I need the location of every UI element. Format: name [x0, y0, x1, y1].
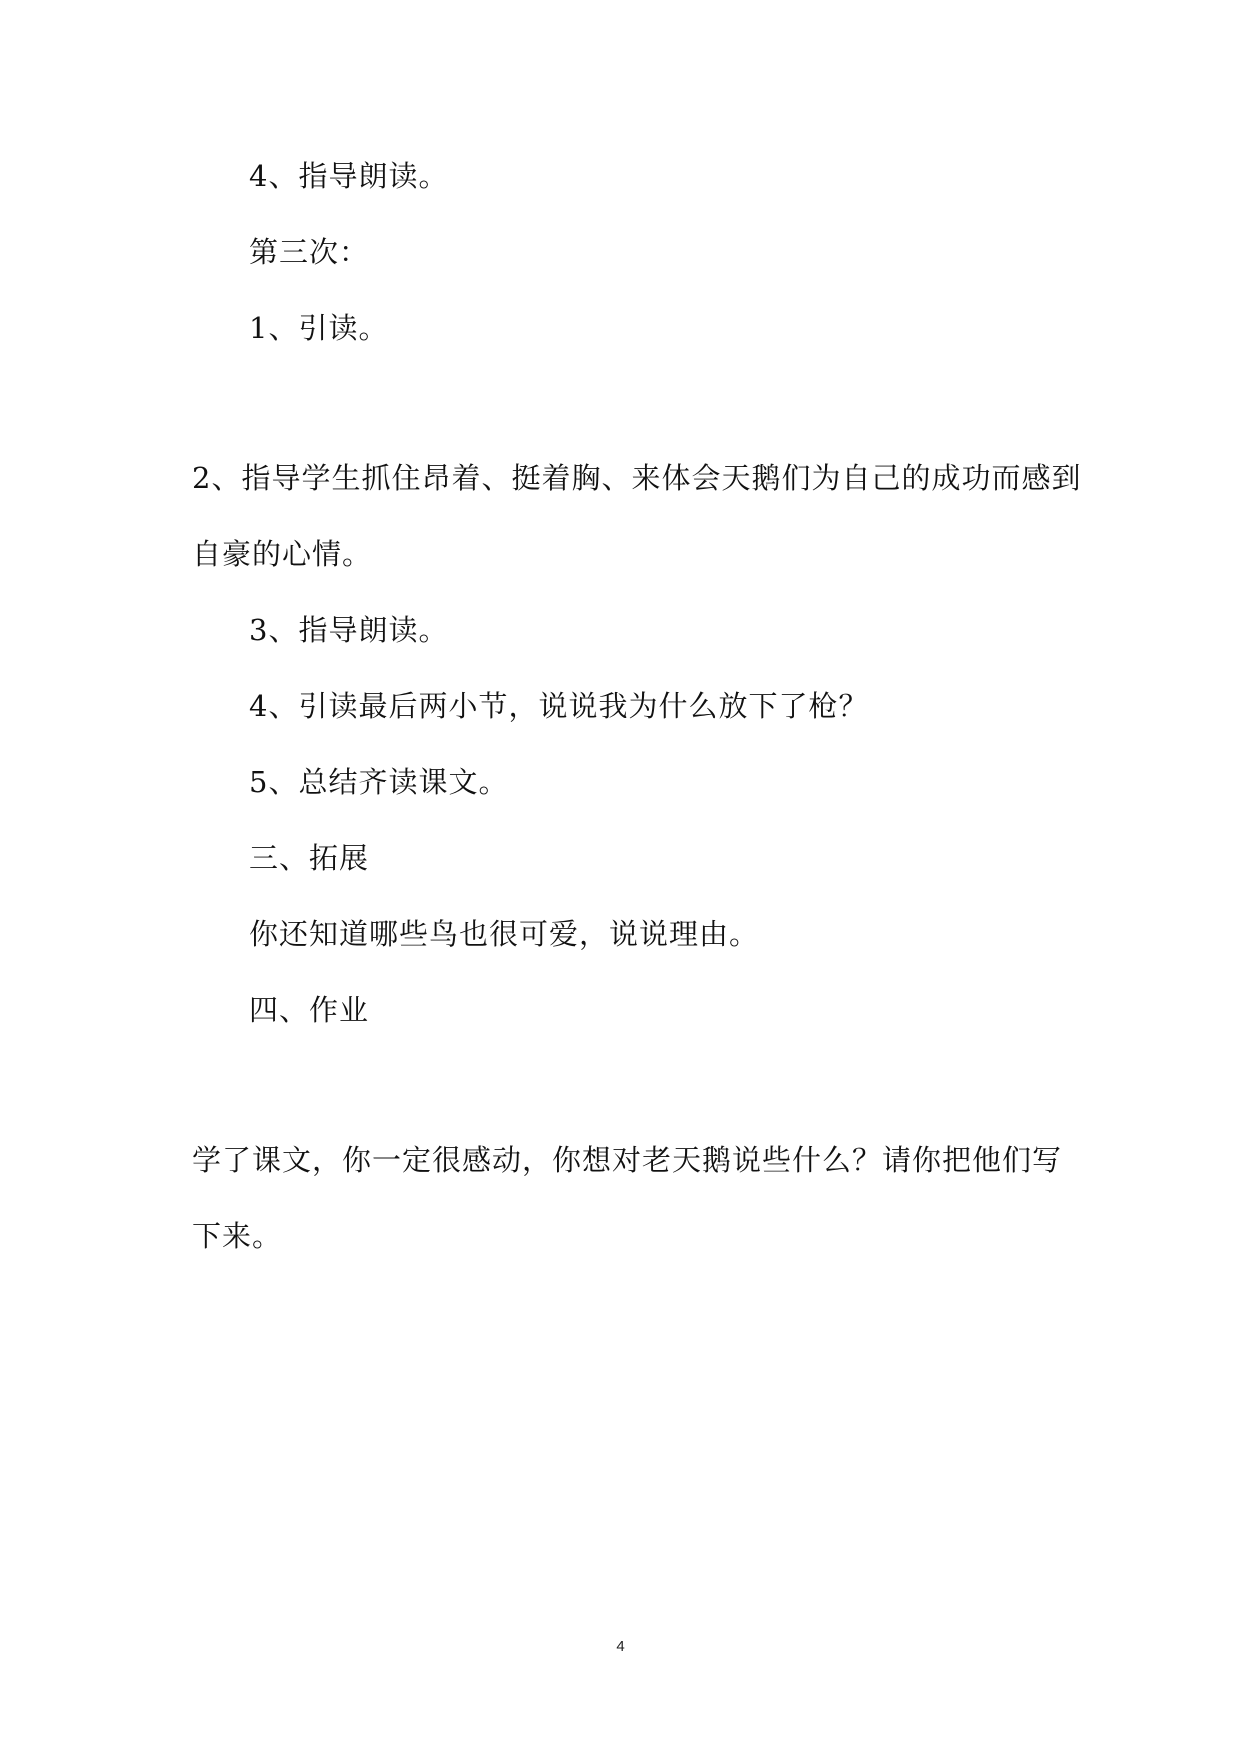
step-lead-reading: 1、引读。 — [249, 311, 389, 345]
homework-line-1: 学了课文，你一定很感动，你想对老天鹅说些什么？请你把他们写 — [192, 1143, 1063, 1177]
section-homework: 四、作业 — [249, 993, 370, 1027]
extension-question: 你还知道哪些鸟也很可爱，说说理由。 — [249, 917, 760, 951]
step-lead-last-sections: 4、引读最后两小节，说说我为什么放下了枪？ — [249, 689, 869, 723]
step-guide-students-line-2: 自豪的心情。 — [192, 537, 373, 571]
step-guide-reading: 4、指导朗读。 — [249, 159, 449, 193]
section-third-time: 第三次： — [249, 235, 370, 269]
homework-line-2: 下来。 — [192, 1219, 283, 1253]
step-guide-reading-2: 3、指导朗读。 — [249, 613, 449, 647]
step-guide-students-line-1: 2、指导学生抓住昂着、挺着胸、来体会天鹅们为自己的成功而感到 — [192, 461, 1082, 495]
page-number: 4 — [616, 1638, 625, 1655]
section-extension: 三、拓展 — [249, 841, 370, 875]
step-summarize-reading: 5、总结齐读课文。 — [249, 765, 509, 799]
